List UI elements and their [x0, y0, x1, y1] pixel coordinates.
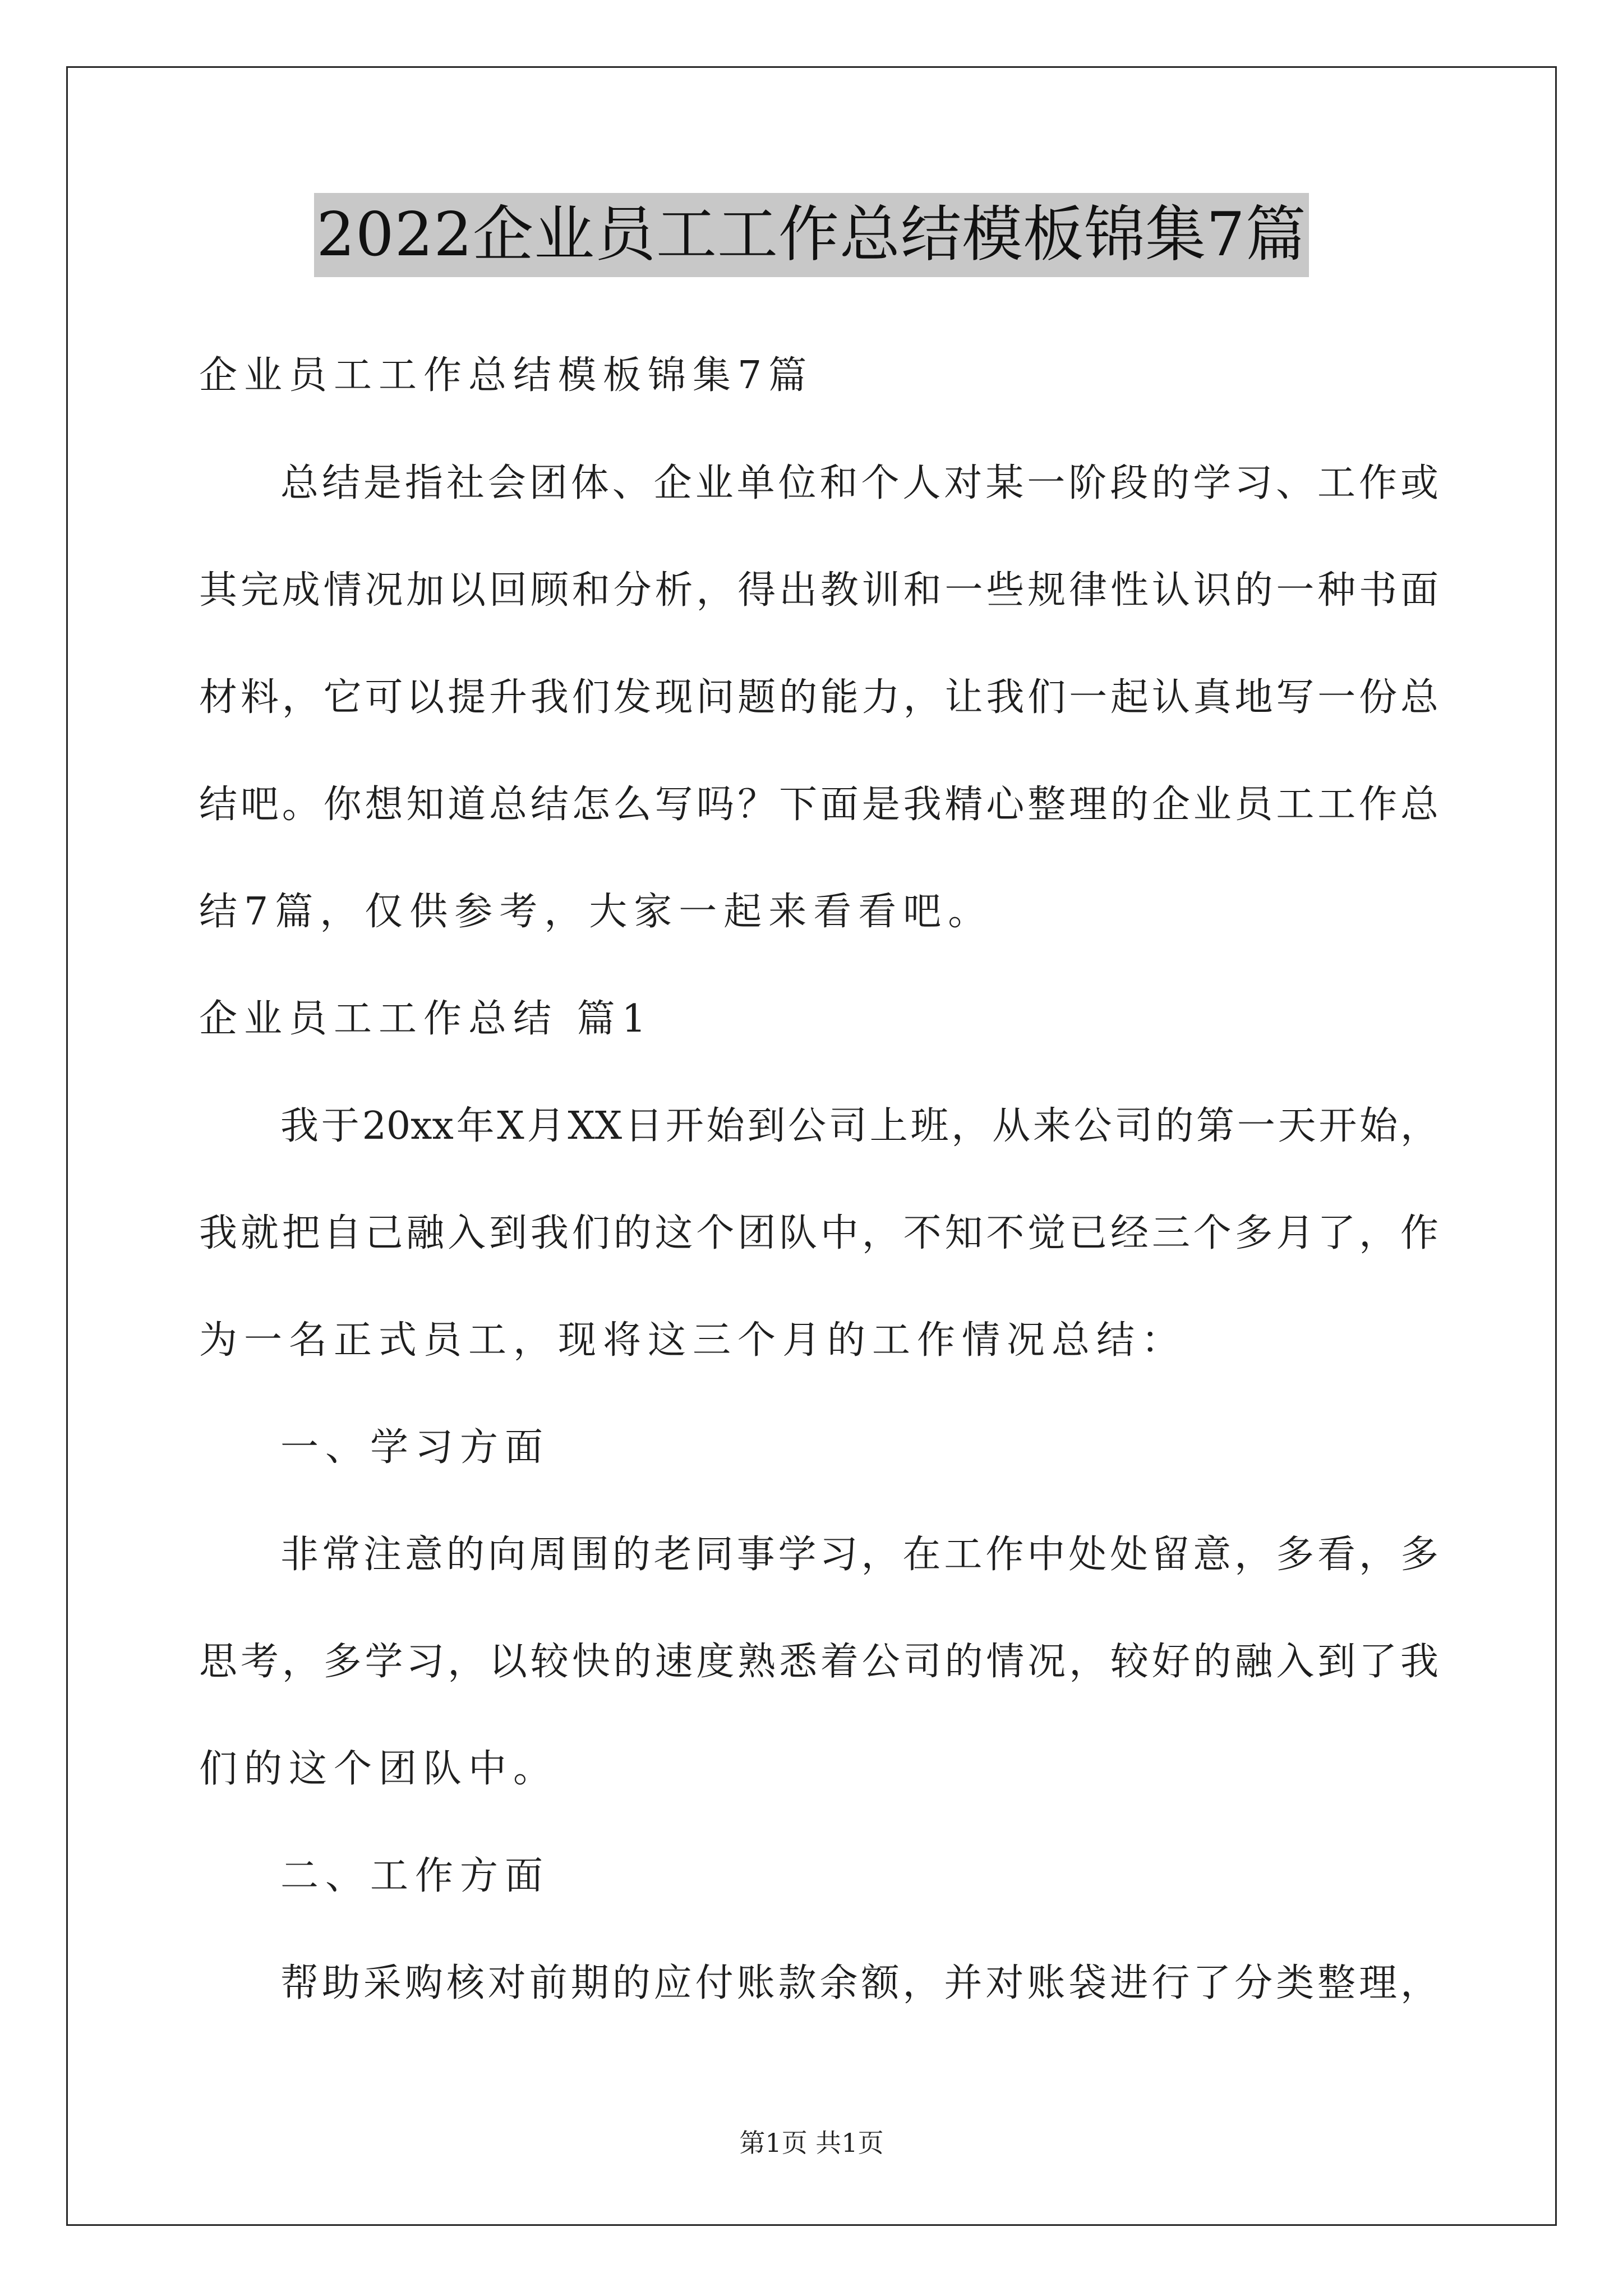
document-title: 2022企业员工工作总结模板锦集7篇 [314, 193, 1309, 277]
subsection-heading: 一、学习方面 [280, 1425, 550, 1470]
section-heading: 企业员工工作总结 篇1 [199, 997, 653, 1041]
paragraph-line: 结吧。你想知道总结怎么写吗？下面是我精心整理的企业员工工作总 [199, 783, 1438, 827]
page-footer: 第1页 共1页 [739, 2128, 884, 2158]
paragraph-line: 其完成情况加以回顾和分析，得出教训和一些规律性认识的一种书面 [199, 568, 1438, 613]
subtitle-line: 企业员工工作总结模板锦集7篇 [199, 353, 814, 398]
paragraph-line: 结7篇，仅供参考，大家一起来看看吧。 [199, 890, 993, 934]
paragraph-line: 我于20xx年X月XX日开始到公司上班，从来公司的第一天开始， [280, 1104, 1438, 1148]
paragraph-line: 们的这个团队中。 [199, 1747, 559, 1791]
paragraph-line: 思考，多学习，以较快的速度熟悉着公司的情况，较好的融入到了我 [199, 1640, 1438, 1684]
subsection-heading: 二、工作方面 [280, 1854, 550, 1898]
paragraph-line: 为一名正式员工，现将这三个月的工作情况总结： [199, 1318, 1187, 1363]
paragraph-line: 材料，它可以提升我们发现问题的能力，让我们一起认真地写一份总 [199, 675, 1438, 720]
title-container [0, 193, 1623, 277]
paragraph-line: 我就把自己融入到我们的这个团队中，不知不觉已经三个多月了，作 [199, 1211, 1438, 1255]
paragraph-line: 总结是指社会团体、企业单位和个人对某一阶段的学习、工作或 [280, 461, 1438, 505]
paragraph-line: 非常注意的向周围的老同事学习，在工作中处处留意，多看，多 [280, 1533, 1438, 1577]
paragraph-line: 帮助采购核对前期的应付账款余额，并对账袋进行了分类整理， [280, 1961, 1438, 2005]
